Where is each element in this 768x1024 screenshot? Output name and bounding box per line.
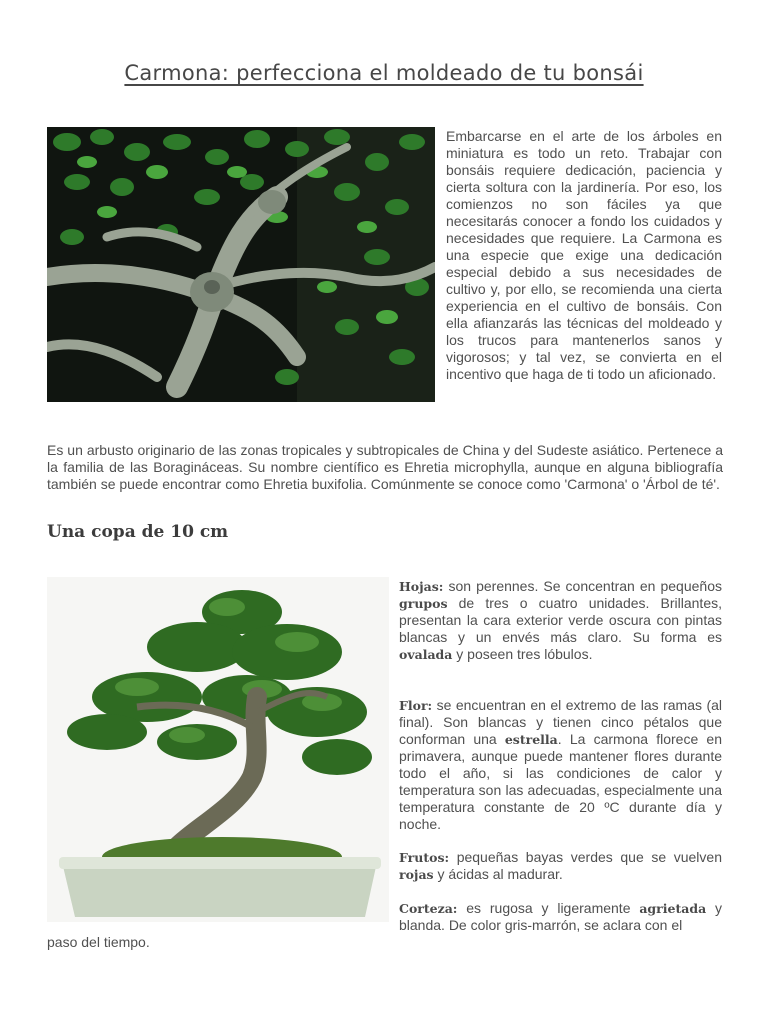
section-heading: Una copa de 10 cm bbox=[47, 522, 229, 542]
bark-description-continuation: paso del tiempo. bbox=[47, 934, 150, 950]
carmona-branch-closeup-image bbox=[47, 127, 435, 402]
origin-paragraph: Es un arbusto originario de las zonas tropicales y subtropicales de China y del Sudeste asiático. Pertenece a la familia de las Boragináceas. Su nombre científico es Ehretia microphylla, aunque en alguna bibliografía también se puede encontrar como Ehretia buxifolia. Comúnmente se conoce como 'Carmona' o 'Árbol de té'. bbox=[47, 442, 723, 492]
carmona-bonsai-tree-image bbox=[47, 577, 389, 922]
flower-description: Flor: se encuentran en el extremo de las ramas (al final). Son blancas y tienen cinco pétalos que conforman una estrella. La carmona florece en primavera, aunque puede mantener flores durante todo el año, si las condiciones de calor y temperatura son las adecuadas, especialmente una temperatura constante de 20 ºC durante día y noche. bbox=[399, 697, 722, 832]
bark-description: Corteza: es rugosa y ligeramente agrietada y blanda. De color gris-marrón, se aclara con el bbox=[399, 900, 723, 933]
intro-paragraph: Embarcarse en el arte de los árboles en miniatura es todo un reto. Trabajar con bonsáis requiere dedicación, paciencia y cierta soltura con la jardinería. Por eso, los comienzos no son fáciles ya que necesitarás conocer a fondo los cuidados y necesidades que requiere. La Carmona es una especie que exige una dedicación especial debido a sus necesidades de cultivo y, por ello, se recomienda una cierta experiencia en el cultivo de bonsáis. Con ella afianzarás las técnicas del moldeado y los trucos para mantenerlos sanos y vigorosos; y tal vez, se convierta en el incentivo que haga de ti todo un aficionado. bbox=[446, 128, 722, 382]
fruits-description: Frutos: pequeñas bayas verdes que se vuelven rojas y ácidas al madurar. bbox=[399, 849, 722, 882]
leaves-description: Hojas: son perennes. Se concentran en pequeños grupos de tres o cuatro unidades. Brillantes, presentan la cara exterior verde oscura con pintas blancas y un envés más claro. Su forma es ovalada y poseen tres lóbulos. bbox=[399, 578, 722, 662]
page-title: Carmona: perfecciona el moldeado de tu bonsái bbox=[124, 61, 644, 85]
